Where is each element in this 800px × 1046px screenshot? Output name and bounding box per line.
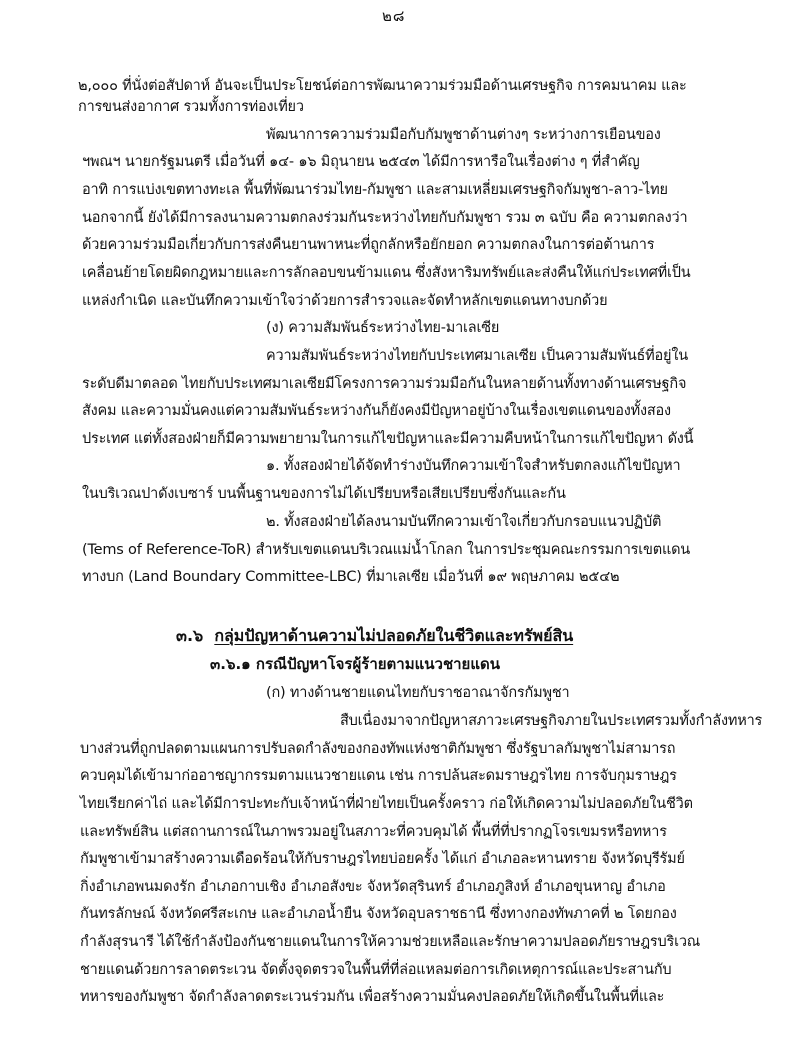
paragraph-line: กำลังสุรนารี ได้ใช้กำลังป้องกันชายแดนในการให้ความช่วยเหลือและรักษาความปลอดภัยราษฎรบริเวณ	[80, 934, 701, 950]
list-item-2-cont: ทางบก (Land Boundary Committee-LBC) ที่มาเลเซีย เมื่อวันที่ ๑๙ พฤษภาคม ๒๕๔๒	[82, 569, 620, 585]
paragraph-line: และทรัพย์สิน แต่สถานการณ์ในภาพรวมอยู่ในสภาวะที่ควบคุมได้ พื้นที่ที่ปรากฏโจรเขมรหรือทหาร	[80, 824, 667, 840]
paragraph-line: กัมพูชาเข้ามาสร้างความเดือดร้อนให้กับราษฎรไทยบ่อยครั้ง ได้แก่ อำเภอละหานทราย จังหวัดบุรีรัมย์	[80, 851, 685, 867]
paragraph-line: ทหารของกัมพูชา จัดกำลังลาดตระเวนร่วมกัน เพื่อสร้างความมั่นคงปลอดภัยให้เกิดขึ้นในพื้นที่และ	[80, 989, 665, 1005]
paragraph-line: การขนส่งอากาศ รวมทั้งการท่องเที่ยว	[78, 99, 304, 115]
paragraph-line: ด้วยความร่วมมือเกี่ยวกับการส่งคืนยานพาหนะที่ถูกลักหรือยักยอก ความตกลงในการต่อต้านการ	[82, 237, 655, 253]
list-item-1: ๑. ทั้งสองฝ่ายได้จัดทำร่างบันทึกความเข้าใจสำหรับตกลงแก้ไขปัญหา	[266, 458, 681, 474]
section-number: ๓.๖	[176, 626, 204, 645]
paragraph-line: ฯพณฯ นายกรัฐมนตรี เมื่อวันที่ ๑๔- ๑๖ มิถุนายน ๒๕๔๓ ได้มีการหารือในเรื่องต่าง ๆ ที่สำคัญ	[82, 154, 640, 170]
paragraph-line: สังคม และความมั่นคงแต่ความสัมพันธ์ระหว่างกันก็ยังคงมีปัญหาอยู่บ้างในเรื่องเขตแดนของทั้งสอง	[82, 403, 671, 419]
paragraph-line: กันทรลักษณ์ จังหวัดศรีสะเกษ และอำเภอน้ำยืน จังหวัดอุบลราชธานี ซึ่งทางกองทัพภาคที่ ๒ โดยกอง	[80, 906, 677, 922]
list-item-1-cont: ในบริเวณปาดังเบซาร์ บนพื้นฐานของการไม่ได้เปรียบหรือเสียเปรียบซึ่งกันและกัน	[82, 486, 566, 502]
section-title: กลุ่มปัญหาด้านความไม่ปลอดภัยในชีวิตและทรัพย์สิน	[214, 626, 574, 645]
paragraph-line: พัฒนาการความร่วมมือกับกัมพูชาด้านต่างๆ ระหว่างการเยือนของ	[266, 127, 661, 143]
subsection-heading: ๓.๖.๑ กรณีปัญหาโจรผู้ร้ายตามแนวชายแดน	[210, 655, 500, 673]
subheading-kampuchea: (ก) ทางด้านชายแดนไทยกับราชอาณาจักรกัมพูชา	[266, 685, 570, 701]
paragraph-line: ๒,๐๐๐ ที่นั่งต่อสัปดาห์ อันจะเป็นประโยชน์ต่อการพัฒนาความร่วมมือด้านเศรษฐกิจ การคมนาคม และ	[78, 78, 687, 94]
section-heading	[176, 625, 573, 647]
paragraph-line: นอกจากนี้ ยังได้มีการลงนามความตกลงร่วมกันระหว่างไทยกับกัมพูชา รวม ๓ ฉบับ คือ ความตกลงว่า	[82, 210, 688, 226]
paragraph-line: ความสัมพันธ์ระหว่างไทยกับประเทศมาเลเซีย เป็นความสัมพันธ์ที่อยู่ใน	[266, 348, 688, 364]
paragraph-line: ระดับดีมาตลอด ไทยกับประเทศมาเลเซียมีโครงการความร่วมมือกันในหลายด้านทั้งทางด้านเศรษฐกิจ	[82, 376, 687, 392]
paragraph-line: ประเทศ แต่ทั้งสองฝ่ายก็มีความพยายามในการแก้ไขปัญหาและมีความคืบหน้าในการแก้ไขปัญหา ดังนี้	[82, 431, 694, 447]
paragraph-line: กิ่งอำเภอพนมดงรัก อำเภอกาบเชิง อำเภอสังขะ จังหวัดสุรินทร์ อำเภอภูสิงห์ อำเภอขุนหาญ อำเภอ	[80, 879, 666, 895]
paragraph-line: ไทยเรียกค่าไถ่ และได้มีการปะทะกับเจ้าหน้าที่ฝ่ายไทยเป็นครั้งคราว ก่อให้เกิดความไม่ปลอดภัยในชีวิต	[80, 796, 693, 812]
paragraph-line: แหล่งกำเนิด และบันทึกความเข้าใจว่าด้วยการสำรวจและจัดทำหลักเขตแดนทางบกด้วย	[82, 293, 608, 309]
paragraph-line: อาทิ การแบ่งเขตทางทะเล พื้นที่พัฒนาร่วมไทย-กัมพูชา และสามเหลี่ยมเศรษฐกิจกัมพูชา-ลาว-ไทย	[82, 182, 668, 198]
list-item-2: ๒. ทั้งสองฝ่ายได้ลงนามบันทึกความเข้าใจเกี่ยวกับกรอบแนวปฏิบัติ	[266, 514, 662, 530]
paragraph-line: เคลื่อนย้ายโดยผิดกฎหมายและการลักลอบขนข้ามแดน ซึ่งสังหาริมทรัพย์และส่งคืนให้แก่ประเทศที่เป็น	[82, 265, 691, 281]
subheading-malaysia: (ง) ความสัมพันธ์ระหว่างไทย-มาเลเซีย	[266, 320, 500, 336]
paragraph-line: บางส่วนที่ถูกปลดตามแผนการปรับลดกำลังของกองทัพแห่งชาติกัมพูชา ซึ่งรัฐบาลกัมพูชาไม่สามารถ	[80, 741, 676, 757]
paragraph-line: สืบเนื่องมาจากปัญหาสภาวะเศรษฐกิจภายในประเทศรวมทั้งกำลังทหาร	[340, 713, 763, 729]
paragraph-line: ควบคุมได้เข้ามาก่ออาชญากรรมตามแนวชายแดน เช่น การปล้นสะดมราษฎรไทย การจับกุมราษฎร	[80, 768, 677, 784]
list-item-2-cont: (Tems of Reference-ToR) สำหรับเขตแดนบริเวณแม่น้ำโกลก ในการประชุมคณะกรรมการเขตแดน	[82, 542, 691, 558]
paragraph-line: ชายแดนด้วยการลาดตระเวน จัดตั้งจุดตรวจในพื้นที่ที่ล่อแหลมต่อการเกิดเหตุการณ์และประสานกับ	[80, 962, 672, 978]
page-number: ๒๘	[382, 7, 406, 25]
